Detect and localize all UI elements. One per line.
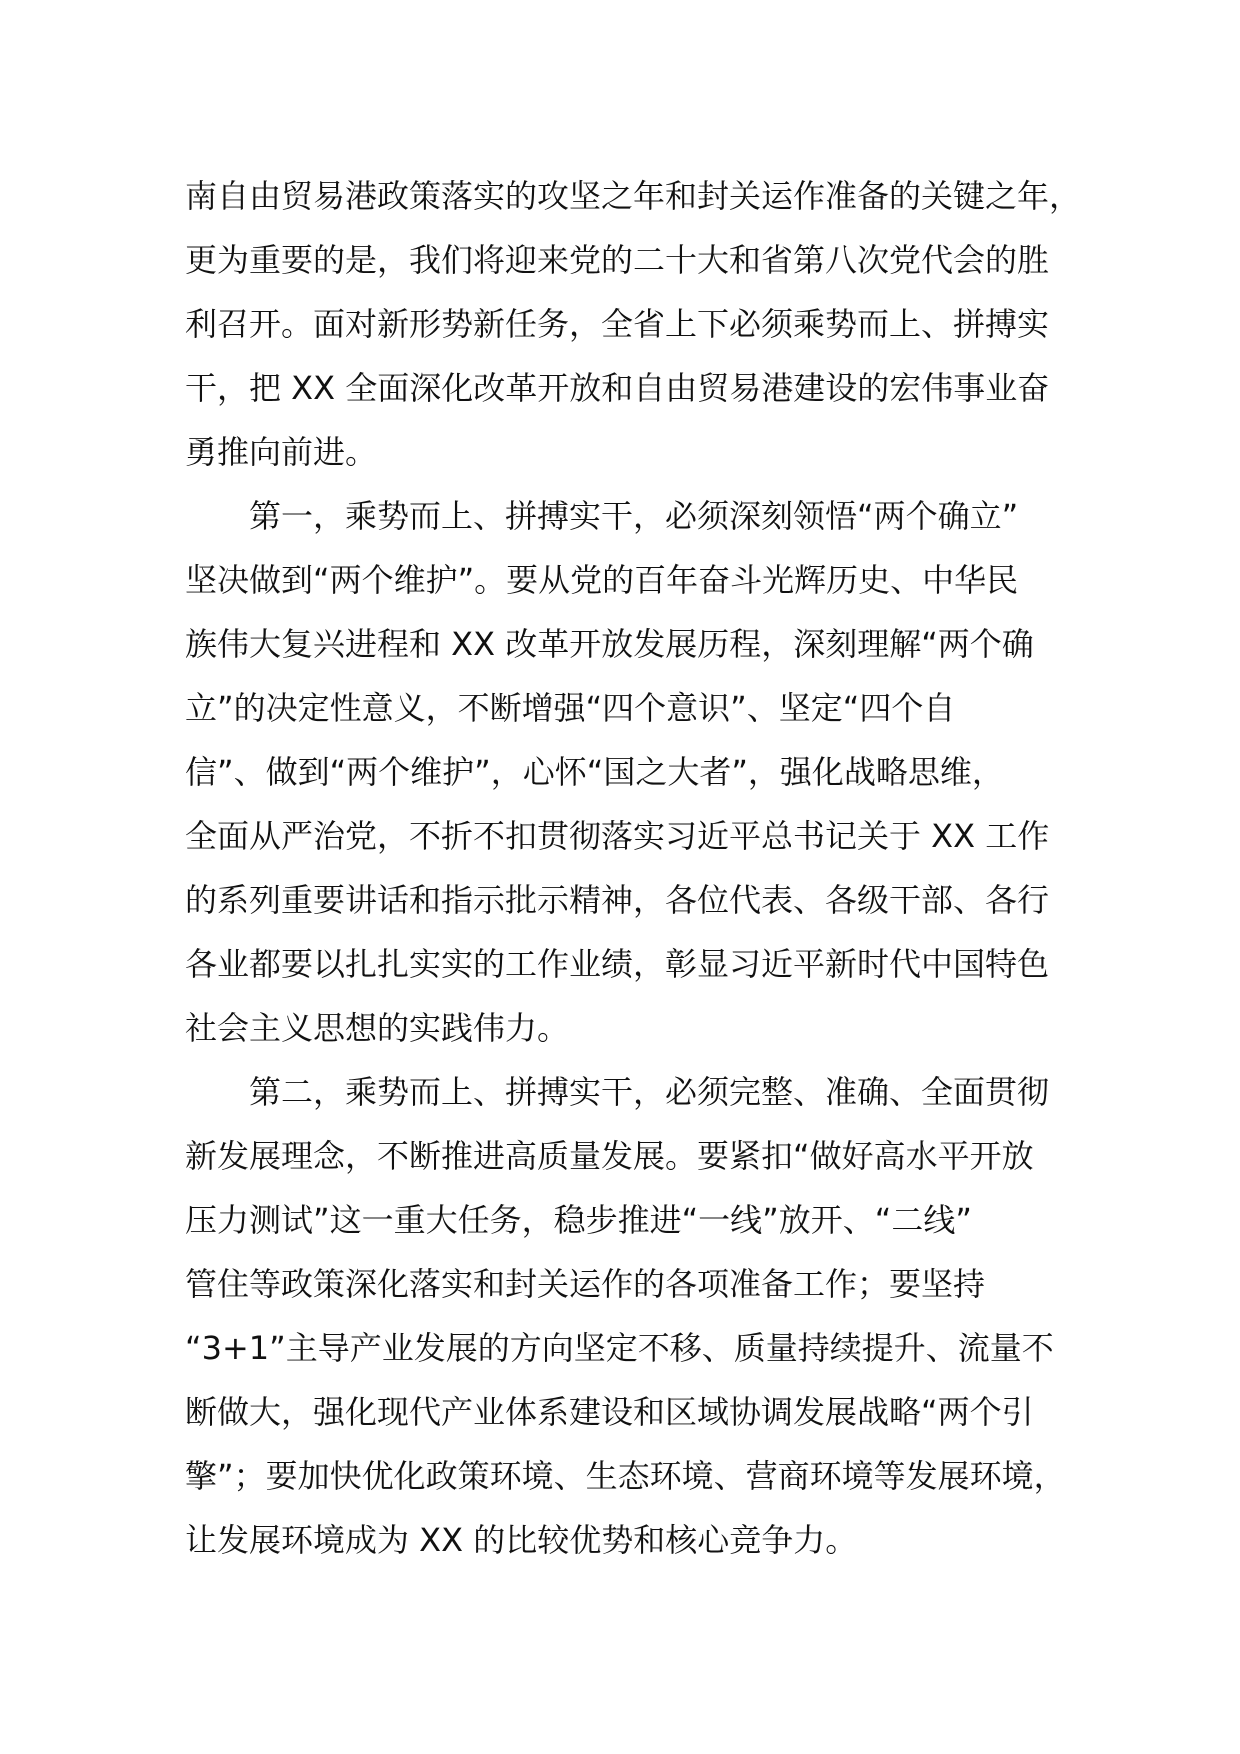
text-line: 族伟大复兴进程和 XX 改革开放发展历程，深刻理解“两个确 — [185, 625, 1034, 663]
text-line: 压力测试”这一重大任务，稳步推进“一线”放开、“二线” — [185, 1201, 972, 1239]
text-line: 管住等政策深化落实和封关运作的各项准备工作；要坚持 — [185, 1265, 986, 1303]
text-line: 干，把 XX 全面深化改革开放和自由贸易港建设的宏伟事业奋 — [185, 369, 1050, 407]
text-line: 第二，乘势而上、拼搏实干，必须完整、准确、全面贯彻 — [249, 1073, 1050, 1111]
text-line: 立”的决定性意义，不断增强“四个意识”、坚定“四个自 — [185, 689, 956, 727]
text-line: 各业都要以扎扎实实的工作业绩，彰显习近平新时代中国特色 — [185, 945, 1050, 983]
text-line: 社会主义思想的实践伟力。 — [185, 1009, 570, 1047]
text-line: 南自由贸易港政策落实的攻坚之年和封关运作准备的关键之年， — [185, 177, 1082, 215]
paragraph-second-point — [185, 1060, 1065, 1572]
text-line: 利召开。面对新形势新任务，全省上下必须乘势而上、拼搏实 — [185, 305, 1050, 343]
text-line: 更为重要的是，我们将迎来党的二十大和省第八次党代会的胜 — [185, 241, 1050, 279]
text-line: “3+1”主导产业发展的方向坚定不移、质量持续提升、流量不 — [185, 1329, 1054, 1367]
text-line: 的系列重要讲话和指示批示精神，各位代表、各级干部、各行 — [185, 881, 1050, 919]
text-line: 擎”；要加快优化政策环境、生态环境、营商环境等发展环境， — [185, 1457, 1066, 1495]
text-line: 信”、做到“两个维护”，心怀“国之大者”，强化战略思维， — [185, 753, 1004, 791]
paragraph-continuation — [185, 164, 1082, 484]
text-line: 勇推向前进。 — [185, 433, 378, 471]
paragraph-first-point — [185, 484, 1065, 1060]
text-line: 断做大，强化现代产业体系建设和区域协调发展战略“两个引 — [185, 1393, 1034, 1431]
text-line: 新发展理念，不断推进高质量发展。要紧扣“做好高水平开放 — [185, 1137, 1034, 1175]
text-line: 让发展环境成为 XX 的比较优势和核心竞争力。 — [185, 1521, 858, 1559]
text-line: 全面从严治党，不折不扣贯彻落实习近平总书记关于 XX 工作 — [185, 817, 1050, 855]
text-line: 第一，乘势而上、拼搏实干，必须深刻领悟“两个确立” — [249, 497, 1019, 535]
text-line: 坚决做到“两个维护”。要从党的百年奋斗光辉历史、中华民 — [185, 561, 1019, 599]
document-body — [185, 164, 1082, 1572]
